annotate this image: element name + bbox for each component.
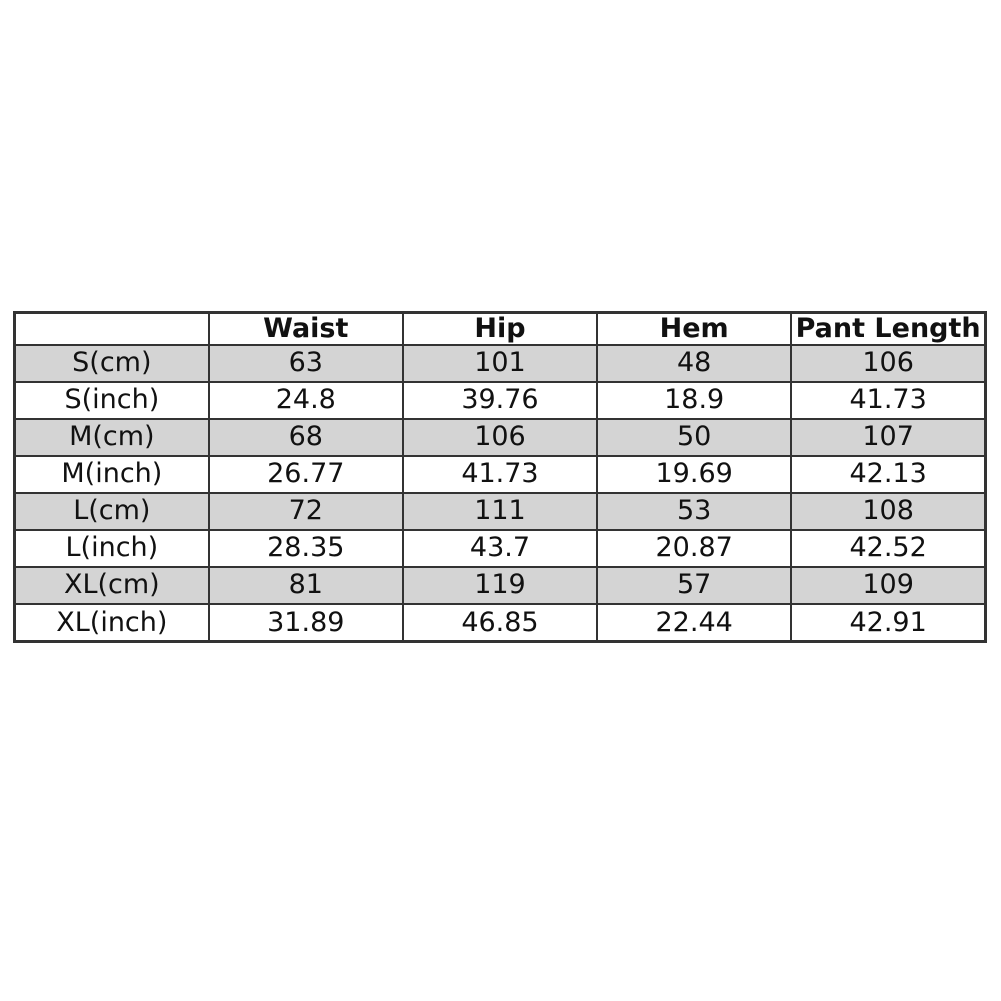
table-row (15, 419, 986, 456)
table-cell: 42.13 (791, 456, 985, 493)
table-cell: 41.73 (791, 382, 985, 419)
size-chart-header (15, 313, 986, 345)
table-row (15, 345, 986, 382)
column-header-hip: Hip (403, 313, 597, 345)
row-label: M(cm) (15, 419, 209, 456)
table-cell: 22.44 (597, 604, 791, 642)
row-label: XL(inch) (15, 604, 209, 642)
table-cell: 119 (403, 567, 597, 604)
table-cell: 20.87 (597, 530, 791, 567)
column-header-pant-length: Pant Length (791, 313, 985, 345)
table-row (15, 604, 986, 642)
column-header-waist: Waist (209, 313, 403, 345)
table-cell: 106 (403, 419, 597, 456)
table-cell: 68 (209, 419, 403, 456)
table-cell: 48 (597, 345, 791, 382)
table-cell: 31.89 (209, 604, 403, 642)
table-cell: 41.73 (403, 456, 597, 493)
row-label: L(inch) (15, 530, 209, 567)
table-cell: 101 (403, 345, 597, 382)
table-cell: 26.77 (209, 456, 403, 493)
table-cell: 57 (597, 567, 791, 604)
corner-cell (15, 313, 209, 345)
table-cell: 28.35 (209, 530, 403, 567)
header-row (15, 313, 986, 345)
table-cell: 63 (209, 345, 403, 382)
table-cell: 18.9 (597, 382, 791, 419)
table-cell: 109 (791, 567, 985, 604)
table-cell: 72 (209, 493, 403, 530)
row-label: M(inch) (15, 456, 209, 493)
row-label: S(inch) (15, 382, 209, 419)
table-row (15, 382, 986, 419)
size-chart-table (13, 311, 987, 643)
table-row (15, 530, 986, 567)
table-cell: 46.85 (403, 604, 597, 642)
table-cell: 42.52 (791, 530, 985, 567)
table-cell: 111 (403, 493, 597, 530)
table-cell: 106 (791, 345, 985, 382)
table-row (15, 493, 986, 530)
table-cell: 50 (597, 419, 791, 456)
table-cell: 42.91 (791, 604, 985, 642)
row-label: S(cm) (15, 345, 209, 382)
size-chart-body (15, 345, 986, 642)
table-row (15, 567, 986, 604)
table-cell: 53 (597, 493, 791, 530)
table-cell: 43.7 (403, 530, 597, 567)
row-label: L(cm) (15, 493, 209, 530)
table-cell: 24.8 (209, 382, 403, 419)
table-row (15, 456, 986, 493)
table-cell: 107 (791, 419, 985, 456)
table-cell: 108 (791, 493, 985, 530)
row-label: XL(cm) (15, 567, 209, 604)
table-cell: 19.69 (597, 456, 791, 493)
table-cell: 39.76 (403, 382, 597, 419)
column-header-hem: Hem (597, 313, 791, 345)
table-cell: 81 (209, 567, 403, 604)
